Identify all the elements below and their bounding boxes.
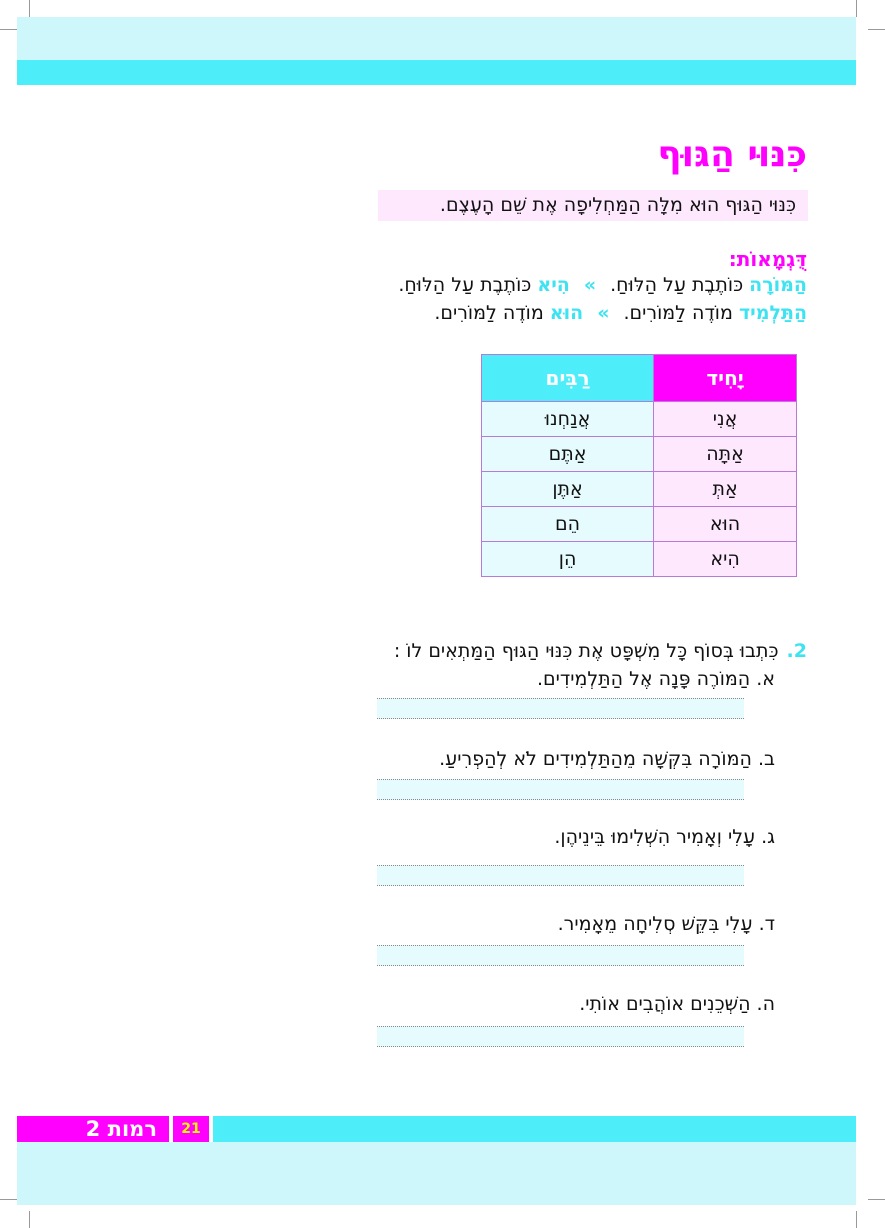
answer-field[interactable] bbox=[377, 1026, 744, 1047]
example-noun: הַתַּלְמִיד bbox=[738, 302, 807, 324]
cell-singular: הִיא bbox=[654, 542, 797, 577]
examples-heading: דֻּגְמָאוֹת: bbox=[728, 247, 807, 271]
example-text: כּוֹתֶבֶת עַל הַלּוּחַ. bbox=[610, 274, 744, 296]
definition-box bbox=[378, 190, 808, 221]
example-line bbox=[398, 274, 807, 296]
cell-plural: הֵם bbox=[482, 507, 654, 542]
example-pronoun: הִיא bbox=[537, 274, 570, 296]
book-title-band bbox=[17, 1116, 169, 1142]
cell-singular: אַתָּה bbox=[654, 437, 797, 472]
example-text: מוֹדֶה לַמּוֹרִים. bbox=[434, 302, 544, 324]
crop-mark bbox=[29, 1211, 30, 1228]
exercise-item: א. הַמּוֹרֶה פָּנָה אֶל הַתַּלְמִידִים. bbox=[536, 668, 775, 690]
header-singular: יָחִיד bbox=[654, 355, 797, 402]
table-row bbox=[482, 402, 797, 437]
arrow-icon: » bbox=[597, 302, 610, 324]
table-header-row bbox=[482, 355, 797, 402]
example-line bbox=[434, 302, 807, 324]
example-pronoun: הוּא bbox=[549, 302, 584, 324]
exercise-item: ג. עָלִי וְאָמִיר הִשְׁלִימוּ בֵּינֵיהֶן. bbox=[554, 826, 775, 848]
cell-plural: אַתֶּם bbox=[482, 437, 654, 472]
crop-mark bbox=[0, 29, 17, 30]
crop-mark bbox=[29, 0, 30, 17]
page-title: כִּנּוּי הַגּוּף bbox=[657, 134, 807, 175]
cell-plural: הֵן bbox=[482, 542, 654, 577]
instruction-text: כִּתְבוּ בְּסוֹף כָּל מִשְׁפָּט אֶת כִּנּוּי הַגּוּף הַמַּתְאִים לוֹ : bbox=[393, 640, 779, 662]
pronoun-table bbox=[481, 354, 797, 577]
table-row bbox=[482, 437, 797, 472]
header-band-light bbox=[17, 17, 856, 60]
cell-singular: אֲנִי bbox=[654, 402, 797, 437]
answer-field[interactable] bbox=[377, 698, 744, 719]
table-row bbox=[482, 542, 797, 577]
cell-plural: אֲנַחְנוּ bbox=[482, 402, 654, 437]
cell-singular: הוּא bbox=[654, 507, 797, 542]
exercise-number: 2. bbox=[786, 640, 807, 662]
example-text: כּוֹתֶבֶת עַל הַלּוּחַ. bbox=[398, 274, 532, 296]
table-row bbox=[482, 507, 797, 542]
footer-band bbox=[213, 1116, 856, 1142]
crop-mark bbox=[868, 29, 885, 30]
crop-mark bbox=[856, 0, 857, 17]
example-noun: הַמּוֹרָה bbox=[749, 274, 807, 296]
page-number: 21 bbox=[173, 1116, 209, 1142]
answer-field[interactable] bbox=[377, 779, 744, 800]
cell-singular: אַתְּ bbox=[654, 472, 797, 507]
exercise-item: ד. עָלִי בִּקֵּשׁ סְלִיחָה מֵאָמִיר. bbox=[557, 913, 775, 935]
arrow-icon: » bbox=[583, 274, 597, 296]
crop-mark bbox=[856, 1211, 857, 1228]
crop-mark bbox=[0, 1199, 17, 1200]
example-text: מוֹדֶה לַמּוֹרִים. bbox=[623, 302, 733, 324]
answer-field[interactable] bbox=[377, 945, 744, 966]
footer-band-light bbox=[17, 1142, 856, 1205]
header-plural: רַבִּים bbox=[482, 355, 654, 402]
crop-mark bbox=[868, 1199, 885, 1200]
exercise-item: ב. הַמּוֹרָה בִּקְּשָׁה מֵהַתַּלְמִידִים לֹא לְהַפְרִיעַ. bbox=[439, 748, 775, 770]
book-title: רמות 2 bbox=[85, 1117, 157, 1141]
header-band bbox=[17, 60, 856, 85]
definition-text: כִּנּוּי הַגּוּף הוּא מִלָּה הַמַּחְלִיפָה אֶת שֵׁם הָעֶצֶם. bbox=[439, 194, 796, 216]
exercise-item: ה. הַשְּׁכֵנִים אוֹהֲבִים אוֹתִי. bbox=[579, 993, 775, 1015]
answer-field[interactable] bbox=[377, 865, 744, 886]
exercise-instruction bbox=[394, 640, 807, 662]
cell-plural: אַתֶּן bbox=[482, 472, 654, 507]
table-row bbox=[482, 472, 797, 507]
